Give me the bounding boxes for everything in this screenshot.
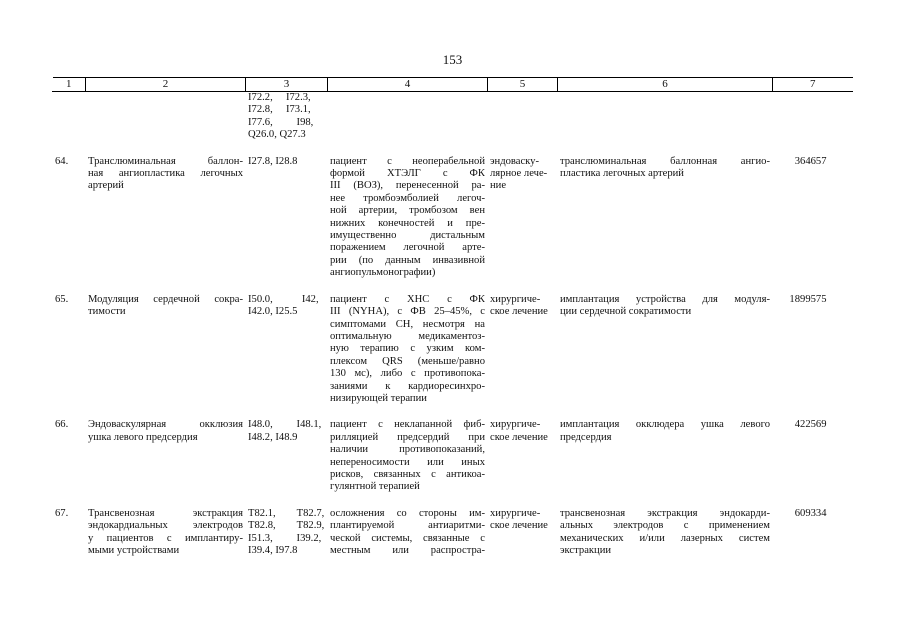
table-row — [53, 294, 853, 406]
text-line: ангиопульмонографии) — [330, 267, 436, 279]
code-line: I72.2, I72.3, — [248, 92, 311, 103]
code-line: I27.8, I28.8 — [248, 155, 298, 167]
patient-model-cell — [328, 419, 488, 493]
icd-codes-cell — [246, 92, 328, 142]
text-line: альных электродов с применением — [560, 520, 770, 532]
service-name-cell — [86, 508, 246, 558]
text-line: местным или распростра- — [330, 545, 485, 556]
text-line: пациент с неоперабельной — [330, 155, 485, 167]
text-line: пациент с неклапанной фиб- — [330, 419, 485, 431]
row-number: 64. — [55, 155, 69, 167]
text-line: непереносимости или иных — [330, 456, 485, 468]
code-line: I48.2, I48.9 — [248, 431, 298, 443]
text-line: низирующей терапии — [330, 392, 427, 404]
code-line: T82.8, T82.9, — [248, 520, 325, 532]
treatment-type-cell — [488, 508, 558, 558]
text-line: хирургиче- — [490, 293, 541, 305]
column-header: 4 — [328, 78, 488, 92]
service-name-cell — [86, 294, 246, 406]
text-line: эндокардиальных электродов — [88, 520, 243, 532]
code-line: I50.0, I42, — [248, 293, 319, 305]
text-line: экстракции — [560, 545, 612, 556]
column-header: 5 — [488, 78, 558, 92]
column-header: 6 — [558, 78, 773, 92]
code-line: I39.4, I97.8 — [248, 545, 298, 556]
text-line: Трансвенозная экстракция — [88, 507, 243, 519]
text-line: III (NYHA), с ФВ 25–45%, с — [330, 306, 485, 318]
treatment-method-cell — [558, 156, 773, 280]
text-line: предсердия — [560, 431, 612, 443]
text-line: рилляцией предсердий при — [330, 431, 485, 443]
code-line: I72.8, I73.1, — [248, 104, 311, 116]
text-line: рии (по данным инвазивной — [330, 254, 485, 266]
text-line: транслюминальная баллонная ангио- — [560, 155, 770, 167]
text-line: трансвенозная экстракция эндокарди- — [560, 507, 770, 519]
row-number: 67. — [55, 507, 69, 519]
text-line: симптомами СН, несмотря на — [330, 318, 485, 330]
text-line: имплантация устройства для модуля- — [560, 293, 770, 305]
price-cell: 422569 — [794, 419, 827, 431]
column-header: 3 — [246, 78, 328, 92]
text-line: пластика легочных артерий — [560, 168, 684, 180]
code-line: T82.1, T82.7, — [248, 507, 325, 519]
code-line: I51.3, I39.2, — [248, 532, 322, 544]
patient-model-cell — [328, 156, 488, 280]
code-line: Q26.0, Q27.3 — [248, 129, 306, 141]
icd-codes-cell — [246, 508, 328, 558]
text-line: Эндоваскулярная окклюзия — [88, 419, 243, 431]
price-cell: 1899575 — [789, 293, 827, 305]
page-number: 153 — [442, 52, 463, 67]
price-cell: 609334 — [794, 507, 827, 519]
text-line: пациент с ХНС с ФК — [330, 293, 485, 305]
icd-codes-cell — [246, 156, 328, 280]
treatment-type-cell — [488, 419, 558, 493]
text-line: нижних конечностей и пре- — [330, 217, 485, 229]
text-line: рисков, связанных с антикоа- — [330, 468, 485, 480]
table-row — [53, 508, 853, 558]
table-row — [53, 419, 853, 493]
table-row — [53, 156, 853, 280]
patient-model-cell — [328, 508, 488, 558]
row-number: 66. — [55, 419, 69, 431]
text-line: ние — [490, 180, 507, 192]
treatment-type-cell — [488, 294, 558, 406]
text-line: ское лечение — [490, 520, 548, 532]
text-line: оптимальную медикаментоз- — [330, 330, 485, 342]
treatment-method-cell — [558, 294, 773, 406]
treatment-type-cell — [488, 156, 558, 280]
text-line: формой ХТЭЛГ с ФК — [330, 168, 485, 180]
text-line: тимости — [88, 306, 126, 318]
text-line: хирургиче- — [490, 419, 541, 431]
text-line: Модуляция сердечной сокра- — [88, 293, 243, 305]
icd-codes-cell — [246, 419, 328, 493]
text-line: Транслюминальная баллон- — [88, 155, 243, 167]
row-number: 65. — [55, 293, 69, 305]
text-line: наличии противопоказаний, — [330, 444, 485, 456]
text-line: хирургиче- — [490, 507, 541, 519]
text-line: гулянтной терапией — [330, 481, 420, 493]
service-name-cell — [86, 156, 246, 280]
text-line: осложнения со стороны им- — [330, 507, 485, 519]
text-line: ную терапию с узким ком- — [330, 343, 485, 355]
text-line: имплантация окклюдера ушка левого — [560, 419, 770, 431]
text-line: механических и/или лазерных систем — [560, 532, 770, 544]
treatment-method-cell — [558, 419, 773, 493]
text-line: ции сердечной сократимости — [560, 306, 692, 318]
column-header: 2 — [86, 78, 246, 92]
text-line: мыми устройствами — [88, 545, 180, 556]
text-line: у пациентов с имплантиру- — [88, 532, 243, 544]
column-header: 7 — [773, 78, 853, 92]
text-line: нее тромбоэмболией легоч- — [330, 192, 485, 204]
text-line: поражением легочной арте- — [330, 242, 485, 254]
code-line: I77.6, I98, — [248, 116, 314, 128]
text-line: ушка левого предсердия — [88, 431, 198, 443]
text-line: плантируемой антиаритми- — [330, 520, 485, 532]
text-line: заниями к кардиоресинхро- — [330, 380, 485, 392]
treatment-method-cell — [558, 508, 773, 558]
text-line: ское лечение — [490, 431, 548, 443]
text-line: имущественно дистальным — [330, 230, 485, 242]
continuation-row — [53, 92, 853, 142]
column-number-row — [53, 78, 853, 92]
icd-codes-cell — [246, 294, 328, 406]
text-line: ческой системы, связанные с — [330, 532, 485, 544]
service-name-cell — [86, 419, 246, 493]
text-line: артерий — [88, 180, 124, 192]
patient-model-cell — [328, 294, 488, 406]
text-line: плексом QRS (меньше/равно — [330, 355, 485, 367]
text-line: 130 мс), либо с противопока- — [330, 368, 485, 380]
text-line: ная ангиопластика легочных — [88, 168, 243, 180]
code-line: I42.0, I25.5 — [248, 306, 298, 318]
text-line: ское лечение — [490, 306, 548, 318]
code-line: I48.0, I48.1, — [248, 419, 322, 431]
price-cell: 364657 — [794, 155, 827, 167]
text-line: ной артерии, тромбозом вен — [330, 205, 485, 217]
text-line: III (ВОЗ), перенесенной ра- — [330, 180, 485, 192]
text-line: эндоваску- — [490, 155, 539, 167]
text-line: лярное лече- — [490, 168, 548, 180]
column-header: 1 — [53, 78, 86, 92]
services-table — [52, 77, 853, 557]
